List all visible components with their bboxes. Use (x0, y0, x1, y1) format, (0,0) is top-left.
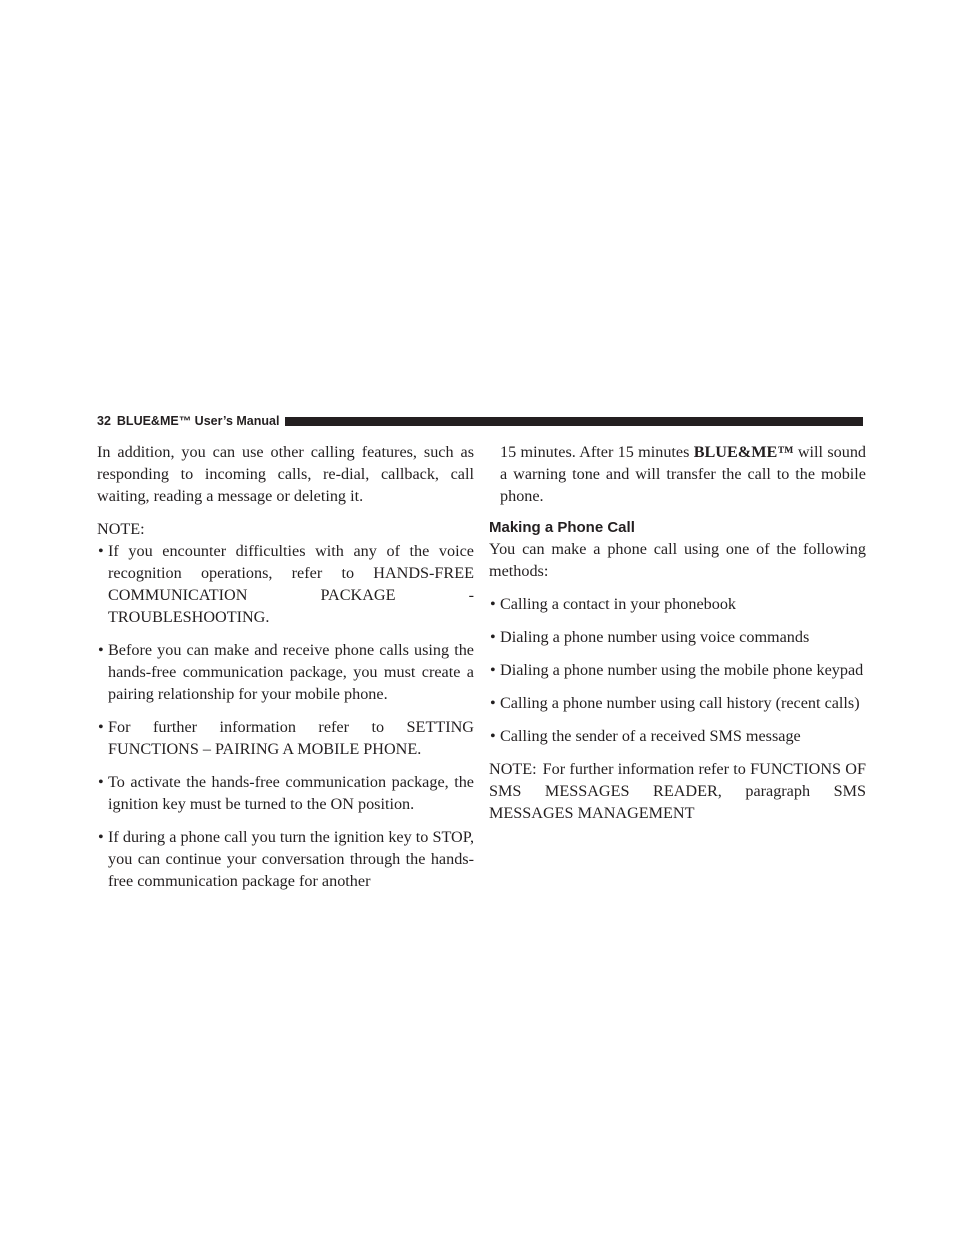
list-item: • To activate the hands-free communication package, the ignition key must be turned to the ON position. (98, 773, 474, 813)
bullet-icon: • (98, 542, 104, 560)
list-item: • Calling the sender of a received SMS message (490, 727, 801, 745)
note-label: NOTE: (489, 760, 537, 778)
left-column (97, 441, 474, 892)
list-item: • If you encounter difficulties with any of the voice recognition operations, refer to HANDS-FREE COMMUNICATION PACKAGE - TROUBLESHOOTING. (98, 542, 474, 626)
note-bullet-list (97, 540, 474, 892)
bullet-icon: • (490, 595, 496, 613)
page-header (97, 414, 863, 428)
bullet-icon: • (98, 641, 104, 659)
list-item: • If during a phone call you turn the ignition key to STOP, you can continue your conversation through the hands-free communication package for another (98, 828, 474, 890)
header-rule (285, 417, 863, 426)
right-column (489, 441, 866, 824)
list-item: • Before you can make and receive phone calls using the hands-free communication package, you must create a pairing relationship for your mobile phone. (98, 641, 474, 703)
bullet-icon: • (98, 828, 104, 846)
manual-title: BLUE&ME™ User’s Manual (116, 414, 280, 428)
brand-name: BLUE&ME™ (693, 443, 794, 461)
bullet-icon: • (98, 773, 104, 791)
list-item: • Dialing a phone number using the mobile phone keypad (490, 661, 864, 679)
list-item: • Calling a contact in your phonebook (490, 595, 737, 613)
bullet-icon: • (490, 661, 496, 679)
list-item: • Calling a phone number using call history (recent calls) (490, 694, 860, 712)
list-item: • Dialing a phone number using voice commands (490, 628, 810, 646)
bullet-icon: • (490, 628, 496, 646)
section-heading: Making a Phone Call (489, 519, 635, 536)
note-label: NOTE: (97, 520, 145, 538)
bullet-icon: • (98, 718, 104, 736)
methods-list (489, 593, 866, 747)
intro-paragraph: In addition, you can use other calling features, such as responding to incoming calls, re-dial, callback, call waiting, reading a message or deleting it. (97, 443, 474, 505)
page-number: 32 (97, 414, 111, 428)
list-item: • For further information refer to SETTING FUNCTIONS – PAIRING A MOBILE PHONE. (98, 718, 474, 758)
section-intro: You can make a phone call using one of the following methods: (489, 540, 866, 580)
bullet-icon: • (490, 727, 496, 745)
bullet-continuation: 15 minutes. After 15 minutes BLUE&ME™ will sound a warning tone and will transfer the call to the mobile phone. (500, 443, 867, 505)
bullet-icon: • (490, 694, 496, 712)
sms-note: NOTE: For further information refer to FUNCTIONS OF SMS MESSAGES READER, paragraph SMS MESSAGES MANAGEMENT (489, 760, 866, 822)
